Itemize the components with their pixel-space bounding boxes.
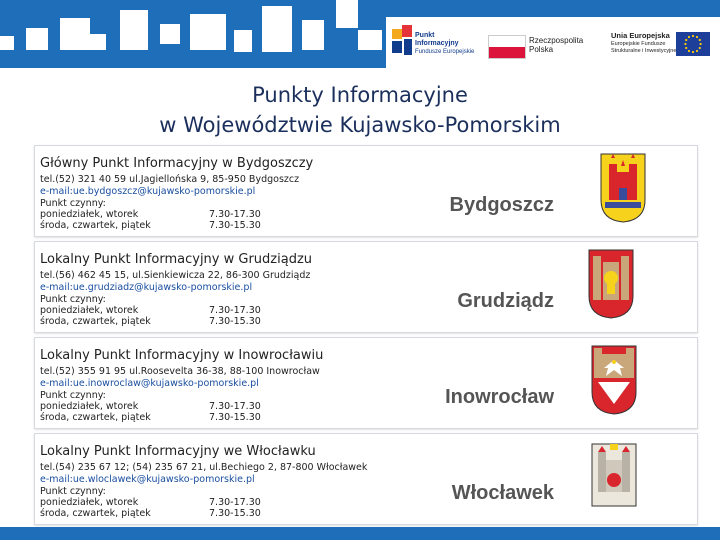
eu-logo-text <box>611 32 676 55</box>
info-point-card-wloclawek <box>34 433 698 525</box>
card-hours1: 7.30-17.30 <box>209 209 261 220</box>
card-days2: środa, czwartek, piątek <box>40 508 151 519</box>
eu-title: Unia Europejska <box>611 31 670 40</box>
fe-sub: Fundusze Europejskie <box>415 49 475 55</box>
info-point-card-inowroclaw <box>34 337 698 429</box>
card-hours1: 7.30-17.30 <box>209 497 261 508</box>
card-hours2: 7.30-15.30 <box>209 220 261 231</box>
card-days2: środa, czwartek, piątek <box>40 316 151 327</box>
card-city-name: Bydgoszcz <box>449 194 554 216</box>
fe-title2: Informacyjny <box>415 40 459 47</box>
header-band <box>0 0 720 68</box>
decor-square <box>336 0 358 28</box>
decor-square <box>234 30 252 52</box>
info-point-card-grudziadz <box>34 241 698 333</box>
card-tel: tel.(52) 355 91 95 ul.Roosevelta 36-38, 88-100 Inowrocław <box>40 366 320 377</box>
card-days1: poniedziałek, wtorek <box>40 209 139 220</box>
decor-square <box>120 10 148 50</box>
card-hours1: 7.30-17.30 <box>209 305 261 316</box>
card-city-name: Grudziądz <box>457 290 554 312</box>
card-heading: Lokalny Punkt Informacyjny w Inowrocławiu <box>40 348 324 363</box>
decor-square <box>302 20 324 50</box>
card-email-link[interactable]: e-mail:ue.inowroclaw@kujawsko-pomorskie.pl <box>40 378 259 389</box>
page-title <box>0 80 720 140</box>
decor-square <box>90 34 106 50</box>
card-days1: poniedziałek, wtorek <box>40 401 139 412</box>
logo-panel <box>386 17 720 68</box>
card-heading: Lokalny Punkt Informacyjny we Włocławku <box>40 444 316 459</box>
polska-logo-text <box>529 36 583 54</box>
eu-flag-icon <box>676 32 710 56</box>
decor-square <box>160 24 180 44</box>
card-tel: tel.(54) 235 67 12; (54) 235 67 21, ul.Bechiego 2, 87-800 Włocławek <box>40 462 368 473</box>
decor-square <box>190 14 226 50</box>
card-email-link[interactable]: e-mail:ue.wloclawek@kujawsko-pomorskie.pl <box>40 474 255 485</box>
card-email-link[interactable]: e-mail:ue.grudziadz@kujawsko-pomorskie.pl <box>40 282 253 293</box>
card-hours2: 7.30-15.30 <box>209 412 261 423</box>
card-hours2: 7.30-15.30 <box>209 508 261 519</box>
decor-square <box>262 6 292 52</box>
pl-line2: Polska <box>529 45 554 54</box>
decor-square <box>358 30 382 50</box>
page-title-line1: Punkty Informacyjne <box>252 83 468 107</box>
card-tel: tel.(52) 321 40 59 ul.Jagiellońska 9, 85-950 Bydgoszcz <box>40 174 300 185</box>
card-city-name: Inowrocław <box>445 386 554 408</box>
card-hours-label: Punkt czynny: <box>40 486 106 497</box>
page-title-line2: w Województwie Kujawsko-Pomorskim <box>159 113 561 137</box>
card-city-name: Włocławek <box>451 482 554 504</box>
card-hours1: 7.30-17.30 <box>209 401 261 412</box>
card-hours-label: Punkt czynny: <box>40 294 106 305</box>
grudziadz-crest-icon <box>581 248 641 320</box>
decor-square <box>60 18 90 50</box>
fe-title: Punkt <box>415 32 435 39</box>
pl-line1: Rzeczpospolita <box>529 36 584 45</box>
wloclawek-crest-icon <box>585 440 643 512</box>
eu-sub2: Strukturalne i Inwestycyjne <box>611 48 677 54</box>
footer-band <box>0 527 720 540</box>
card-tel: tel.(56) 462 45 15, ul.Sienkiewicza 22, 86-300 Grudziądz <box>40 270 311 281</box>
decor-square <box>26 28 48 50</box>
fe-logo-text <box>415 32 474 56</box>
polish-flag-icon <box>488 35 526 59</box>
card-email-link[interactable]: e-mail:ue.bydgoszcz@kujawsko-pomorskie.pl <box>40 186 256 197</box>
card-days1: poniedziałek, wtorek <box>40 497 139 508</box>
card-hours-label: Punkt czynny: <box>40 390 106 401</box>
info-point-card-bydgoszcz <box>34 145 698 237</box>
card-days2: środa, czwartek, piątek <box>40 220 151 231</box>
card-heading: Lokalny Punkt Informacyjny w Grudziądzu <box>40 252 313 267</box>
card-hours-label: Punkt czynny: <box>40 198 106 209</box>
eu-sub1: Europejskie Fundusze <box>611 41 666 47</box>
inowroclaw-crest-icon <box>585 344 643 416</box>
card-hours2: 7.30-15.30 <box>209 316 261 327</box>
card-heading: Główny Punkt Informacyjny w Bydgoszczy <box>40 156 314 171</box>
card-days1: poniedziałek, wtorek <box>40 305 139 316</box>
bydgoszcz-crest-icon <box>599 152 647 224</box>
card-days2: środa, czwartek, piątek <box>40 412 151 423</box>
decor-square <box>0 36 14 50</box>
